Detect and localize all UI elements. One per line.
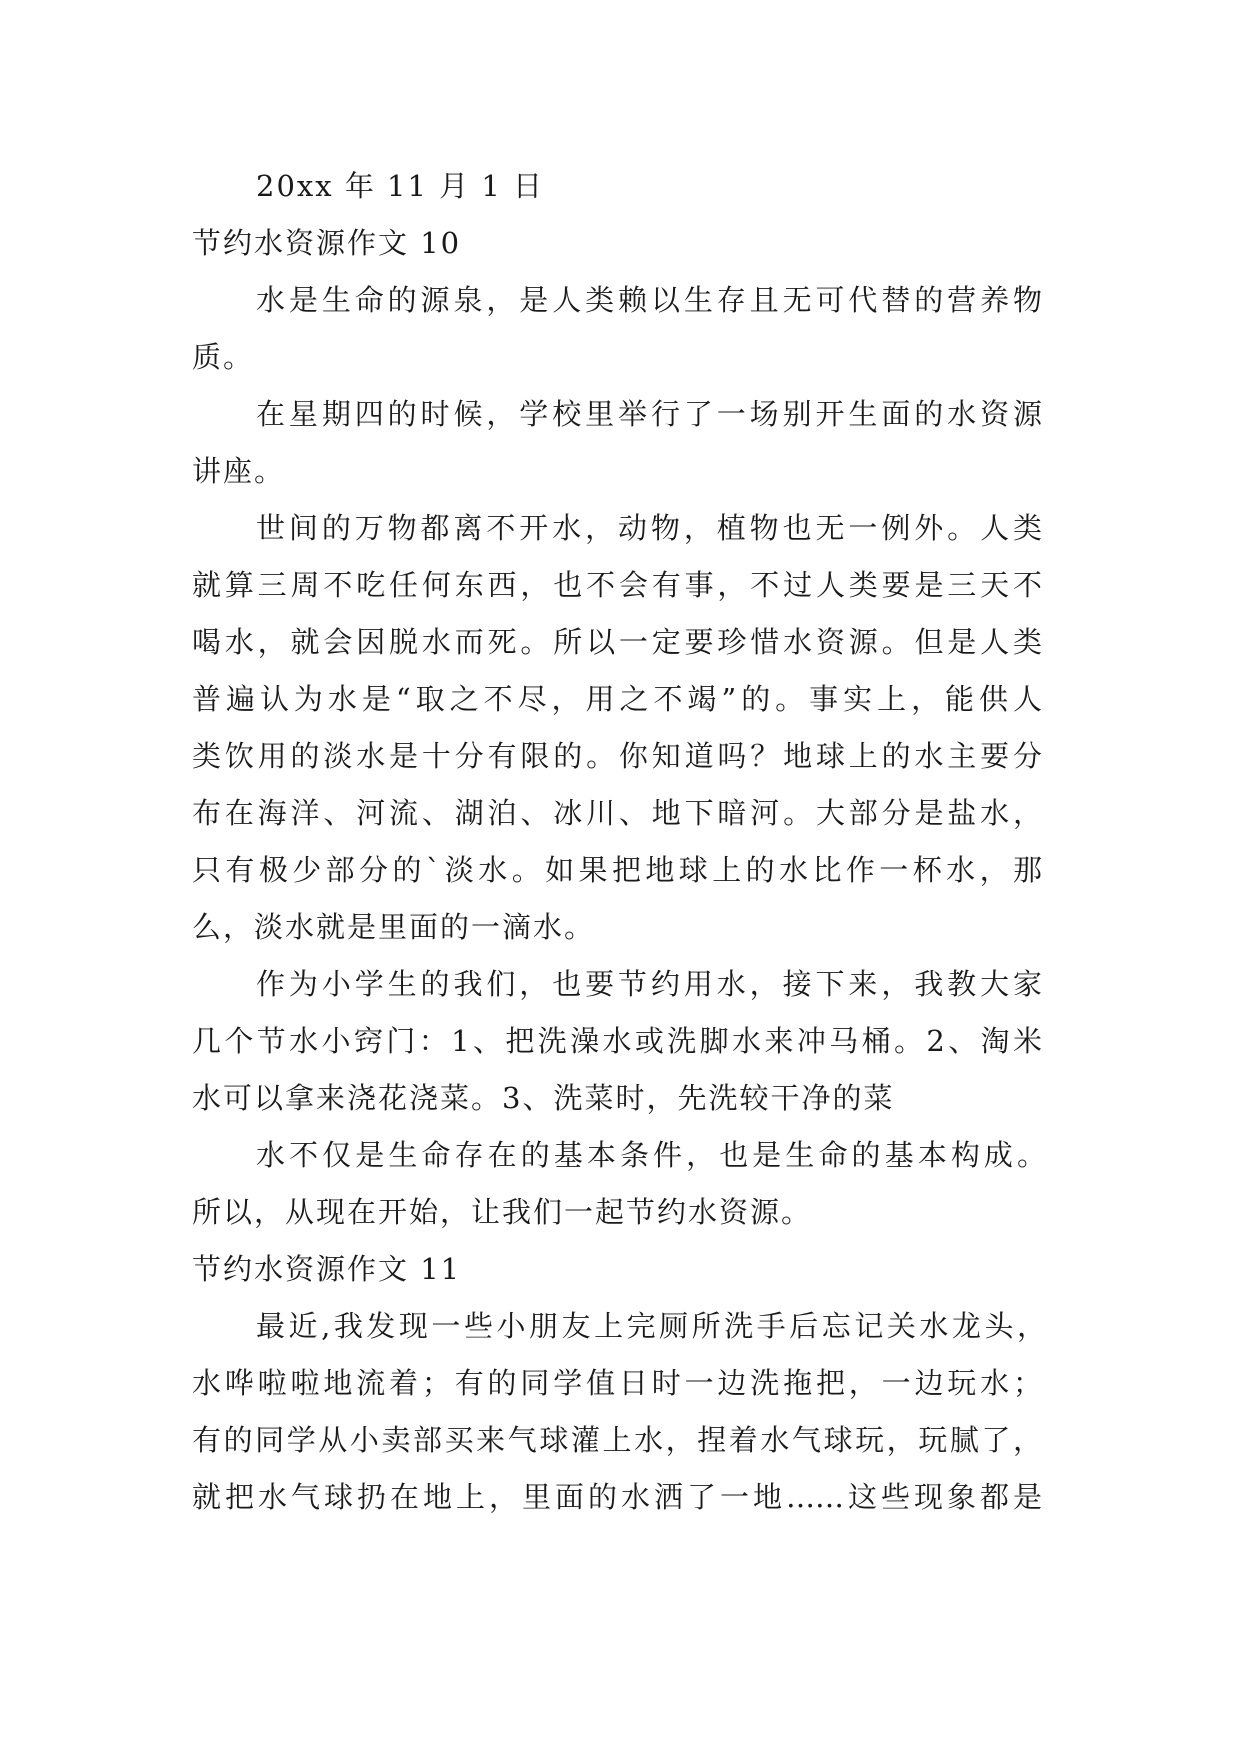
paragraph-line: 布在海洋、河流、湖泊、冰川、地下暗河。大部分是盐水， [192,796,1042,830]
section-title-10: 节约水资源作文 10 [192,226,462,260]
paragraph-line: 在星期四的时候，学校里举行了一场别开生面的水资源 [256,397,1042,431]
paragraph-line: 所以，从现在开始，让我们一起节约水资源。 [192,1195,813,1229]
paragraph-line: 世间的万物都离不开水，动物，植物也无一例外。人类 [256,511,1042,545]
paragraph-line: 喝水，就会因脱水而死。所以一定要珍惜水资源。但是人类 [192,625,1042,659]
paragraph-line: 水可以拿来浇花浇菜。3、洗菜时，先洗较干净的菜 [192,1081,895,1115]
paragraph-line: 就算三周不吃任何东西，也不会有事，不过人类要是三天不 [192,568,1042,602]
paragraph-line: 最近,我发现一些小朋友上完厕所洗手后忘记关水龙头， [256,1309,1046,1343]
section-title-11: 节约水资源作文 11 [192,1252,462,1286]
paragraph-line: 有的同学从小卖部买来气球灌上水，捏着水气球玩，玩腻了， [192,1423,1042,1457]
paragraph-line: 质。 [192,340,255,374]
paragraph-line: 几个节水小窍门：1、把洗澡水或洗脚水来冲马桶。2、淘米 [192,1024,1042,1058]
paragraph-line: 水是生命的源泉，是人类赖以生存且无可代替的营养物 [256,283,1042,317]
paragraph-line: 水不仅是生命存在的基本条件，也是生命的基本构成。 [256,1138,1046,1172]
paragraph-line: 类饮用的淡水是十分有限的。你知道吗？地球上的水主要分 [192,739,1042,773]
date-line: 20xx 年 11 月 1 日 [256,169,545,203]
paragraph-line: 水哗啦啦地流着；有的同学值日时一边洗拖把，一边玩水； [192,1366,1042,1400]
paragraph-line: 普遍认为水是“取之不尽，用之不竭”的。事实上，能供人 [192,682,1042,716]
paragraph-line: 只有极少部分的`淡水。如果把地球上的水比作一杯水，那 [192,853,1042,887]
paragraph-line: 作为小学生的我们，也要节约用水，接下来，我教大家 [256,967,1042,1001]
paragraph-line: 就把水气球扔在地上，里面的水洒了一地……这些现象都是 [192,1480,1042,1514]
paragraph-line: 么，淡水就是里面的一滴水。 [192,910,596,944]
paragraph-line: 讲座。 [192,454,286,488]
